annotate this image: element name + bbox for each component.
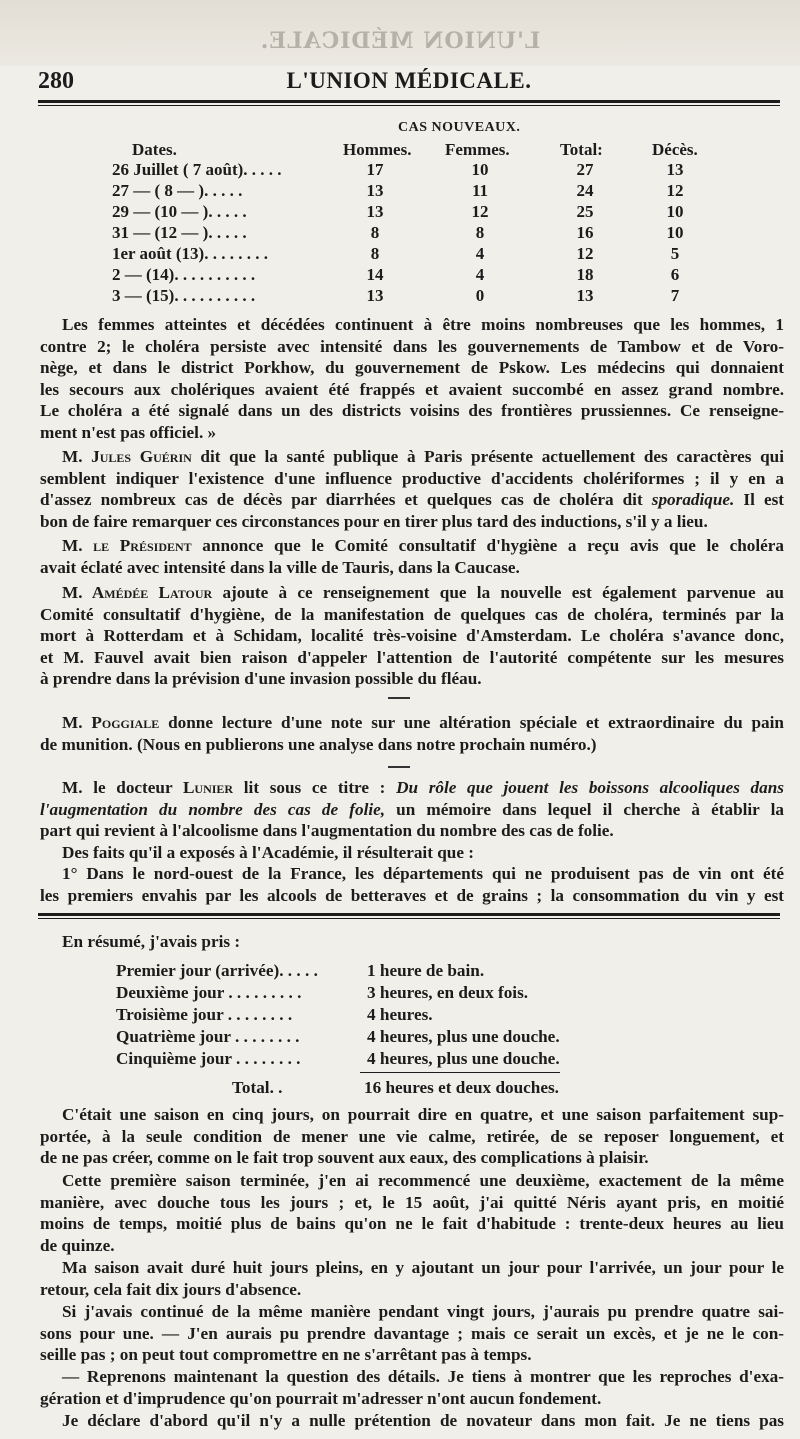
column-separator-rule bbox=[38, 913, 780, 916]
text-line: M. Poggiale donne lecture d'une note sur une altération spéciale et extraordinaire du pain bbox=[62, 713, 784, 732]
resume-value: 4 heures, plus une douche. bbox=[367, 1027, 560, 1046]
text-line: contre 2; le choléra persiste avec intensité dans les gouvernements de Tambow et de Voro- bbox=[40, 336, 784, 356]
row-total: 12 bbox=[576, 244, 594, 263]
resume-intro: En résumé, j'avais pris : bbox=[62, 932, 241, 951]
text-line: d'assez nombreux cas de décès par diarrhées et quelques cas de choléra dit sporadique. Il est bbox=[40, 490, 784, 510]
text-line: gération et d'imprudence qu'on pourrait m'adresser n'ont aucun fondement. bbox=[40, 1388, 602, 1408]
header-rule bbox=[38, 100, 780, 103]
row-femmes: 10 bbox=[471, 160, 489, 179]
column-header-deces: Décès. bbox=[652, 140, 698, 159]
paragraph-details bbox=[40, 1366, 784, 1409]
text-line: Ma saison avait duré huit jours pleins, en y ajoutant un jour pour l'arrivée, un jour pour le bbox=[62, 1258, 784, 1277]
paragraph-lunier bbox=[40, 777, 784, 907]
text-line: M. le Président annonce que le Comité consultatif d'hygiène a reçu avis que le choléra bbox=[62, 536, 784, 555]
row-femmes: 12 bbox=[471, 202, 489, 221]
row-date: 27 — ( 8 — ). . . . . bbox=[112, 181, 243, 200]
row-hommes: 8 bbox=[370, 223, 380, 242]
column-header-total: Total: bbox=[560, 140, 603, 159]
text-line: M. Jules Guérin dit que la santé publique à Paris présente actuellement des caractères qui bbox=[62, 447, 784, 466]
row-date: 29 — (10 — ). . . . . bbox=[112, 202, 247, 221]
text-line: manière, avec douche tous les jours ; et, le 15 août, j'ai quitté Néris ayant pris, en moitié bbox=[40, 1192, 784, 1212]
paragraph-continuation bbox=[40, 1301, 784, 1366]
resume-value: 1 heure de bain. bbox=[367, 961, 485, 980]
paragraph-deuxieme-saison bbox=[40, 1170, 784, 1256]
row-date: 1er août (13). . . . . . . . bbox=[112, 244, 268, 263]
text-line: avait éclaté avec intensité dans la ville de Tauris, dans la Caucase. bbox=[40, 557, 520, 577]
text-line: Cette première saison terminée, j'en ai recommencé une deuxième, exactement de la même bbox=[62, 1171, 784, 1190]
text-line: part qui revient à l'alcoolisme dans l'augmentation du nombre des cas de folie. bbox=[40, 821, 614, 841]
row-hommes: 8 bbox=[370, 244, 380, 263]
paragraph-duree bbox=[40, 1257, 784, 1300]
row-total: 16 bbox=[576, 223, 594, 242]
row-femmes: 4 bbox=[475, 244, 485, 263]
text-line: portée, à la seule condition de mener une vie calme, retirée, de se reposer longuement, et bbox=[40, 1126, 784, 1146]
cases-table bbox=[0, 118, 800, 308]
text-line: nège, et dans le district Porkhow, du gouvernement de Pskow. Les médecins qui donnaient bbox=[40, 358, 784, 378]
memoir-title: l'augmentation du nombre des cas de folie, bbox=[40, 799, 386, 819]
text-line: l'augmentation du nombre des cas de folie, un mémoire dans lequel il cherche à établir la bbox=[40, 799, 784, 819]
row-deces: 10 bbox=[666, 202, 684, 221]
row-date: 3 — (15). . . . . . . . . . bbox=[112, 286, 256, 305]
row-deces: 12 bbox=[666, 181, 684, 200]
bleed-through-text: L'UNION MÉDICALE. bbox=[259, 28, 541, 54]
text-line: Si j'avais continué de la même manière pendant vingt jours, j'aurais pu prendre quatre sai- bbox=[62, 1302, 784, 1321]
row-femmes: 11 bbox=[471, 181, 489, 200]
speaker-name: M. Jules Guérin bbox=[62, 447, 192, 466]
row-date: 2 — (14). . . . . . . . . . bbox=[112, 265, 256, 284]
row-deces: 5 bbox=[670, 244, 680, 263]
section-dash bbox=[388, 697, 410, 699]
text-line: et M. Fauvel avait bien raison d'appeler l'attention de l'autorité compétente sur les mesures bbox=[40, 647, 784, 667]
total-rule bbox=[360, 1072, 560, 1073]
text-line: C'était une saison en cinq jours, on pourrait dire en quatre, et une saison parfaitement sup- bbox=[62, 1105, 784, 1124]
speaker-name: Lunier bbox=[182, 778, 234, 797]
text-line: bon de faire remarquer ces circonstances pour en tirer plus tard des inductions, s'il y a lieu. bbox=[40, 511, 708, 531]
row-date: 26 Juillet ( 7 août). . . . . bbox=[112, 160, 282, 179]
text-line: M. le docteur Lunier lit sous ce titre : Du rôle que jouent les boissons alcooliques dans bbox=[62, 778, 784, 797]
total-label: Total. . bbox=[232, 1078, 283, 1097]
text-line: mort à Rotterdam et à Schidam, localité très-voisine d'Amsterdam. Le choléra s'avance donc, bbox=[40, 626, 784, 646]
total-value: 16 heures et deux douches. bbox=[364, 1078, 559, 1097]
table-caption: CAS NOUVEAUX. bbox=[398, 120, 521, 135]
row-hommes: 13 bbox=[366, 286, 384, 305]
column-header-hommes: Hommes. bbox=[343, 140, 412, 159]
resume-day: Quatrième jour . . . . . . . . bbox=[116, 1027, 300, 1046]
text-line: de quinze. bbox=[40, 1235, 115, 1255]
running-head bbox=[38, 68, 780, 98]
row-hommes: 13 bbox=[366, 202, 384, 221]
resume-day: Deuxième jour . . . . . . . . . bbox=[116, 983, 302, 1002]
paragraph-guerin bbox=[40, 446, 784, 532]
text-line: les premiers envahis par les alcools de betteraves et de grains ; la consommation du vin y est bbox=[40, 885, 784, 905]
text-line: sons pour une. — J'en aurais pu prendre davantage ; mais ce serait un excès, et je ne le con- bbox=[40, 1323, 784, 1343]
text-line: Les femmes atteintes et décédées continuent à être moins nombreuses que les hommes, 1 bbox=[62, 315, 784, 334]
header-rule-thin bbox=[38, 105, 780, 106]
section-dash bbox=[388, 766, 410, 768]
resume-value: 4 heures. bbox=[367, 1005, 433, 1024]
row-femmes: 8 bbox=[475, 223, 485, 242]
text-line: semblent indiquer l'existence d'une influence productive d'accidents cholériformes ; il y en a bbox=[40, 468, 784, 488]
text-line: moins de temps, moitié plus de bains qu'on ne le fait d'habitude : trente-deux heures au lieu bbox=[40, 1214, 784, 1234]
row-femmes: 0 bbox=[475, 286, 485, 305]
text-line: ment n'est pas officiel. » bbox=[40, 422, 217, 442]
row-deces: 13 bbox=[666, 160, 684, 179]
text-line: 1° Dans le nord-ouest de la France, les départements qui ne produisent pas de vin ont été bbox=[62, 864, 784, 884]
speaker-name: M. Amédée Latour bbox=[62, 583, 213, 602]
text-line: Je déclare d'abord qu'il n'y a nulle prétention de novateur dans mon fait. Je ne tiens pas bbox=[62, 1411, 784, 1430]
column-header-femmes: Femmes. bbox=[445, 140, 510, 159]
text-line: Comité consultatif d'hygiène, de la manifestation de quelques cas de choléra, terminés par la bbox=[40, 604, 784, 624]
speaker-name: M. Poggiale bbox=[62, 713, 160, 732]
text-line: de ne pas créer, comme on le fait trop souvent aux eaux, des complications à plaisir. bbox=[40, 1148, 649, 1168]
resume-value: 3 heures, en deux fois. bbox=[367, 983, 529, 1002]
speaker-name: M. le Président bbox=[62, 536, 192, 555]
text-line: — Reprenons maintenant la question des détails. Je tiens à montrer que les reproches d'exa- bbox=[62, 1367, 784, 1386]
bleed-through-area bbox=[0, 0, 800, 66]
row-hommes: 17 bbox=[366, 160, 384, 179]
text-line: à prendre dans la prévision d'une invasion possible du fléau. bbox=[40, 669, 482, 689]
row-hommes: 13 bbox=[366, 181, 384, 200]
row-date: 31 — (12 — ). . . . . bbox=[112, 223, 247, 242]
row-deces: 6 bbox=[670, 265, 680, 284]
text-line: retour, cela fait dix jours d'absence. bbox=[40, 1279, 302, 1299]
paragraph-saison bbox=[40, 1104, 784, 1169]
row-total: 13 bbox=[576, 286, 594, 305]
column-separator-rule-thin bbox=[38, 918, 780, 919]
resume-value: 4 heures, plus une douche. bbox=[367, 1049, 560, 1068]
text-line: les secours aux cholériques avaient été frappés et avaient succombé en assez grand nombre. bbox=[40, 379, 784, 399]
row-total: 24 bbox=[576, 181, 594, 200]
paragraph-cholera-women bbox=[40, 314, 784, 444]
resume-day: Cinquième jour . . . . . . . . bbox=[116, 1049, 301, 1068]
text-line: Des faits qu'il a exposés à l'Académie, il résulterait que : bbox=[62, 842, 474, 862]
text-line: M. Amédée Latour ajoute à ce renseignement que la nouvelle est également parvenue au bbox=[62, 583, 784, 602]
journal-title: L'UNION MÉDICALE. bbox=[286, 68, 532, 93]
page-number: 280 bbox=[38, 68, 74, 94]
text-line: de munition. (Nous en publierons une analyse dans notre prochain numéro.) bbox=[40, 734, 597, 754]
italic-term: sporadique. bbox=[651, 490, 735, 510]
column-header-dates: Dates. bbox=[132, 140, 177, 159]
paragraph-latour bbox=[40, 582, 784, 690]
row-total: 25 bbox=[576, 202, 594, 221]
paragraph-poggiale bbox=[40, 712, 784, 755]
paragraph-president bbox=[40, 535, 784, 578]
row-femmes: 4 bbox=[475, 265, 485, 284]
row-total: 27 bbox=[576, 160, 594, 179]
text-line: seille pas ; on peut tout compromettre en ne s'arrêtant pas à temps. bbox=[40, 1345, 532, 1365]
row-deces: 10 bbox=[666, 223, 684, 242]
resume-day: Premier jour (arrivée). . . . . bbox=[116, 961, 318, 980]
memoir-title: Du rôle que jouent les boissons alcooliques dans bbox=[396, 778, 784, 797]
text-line: Le choléra a été signalé dans un des districts voisins des frontières prussiennes. Ce renseigne- bbox=[40, 401, 784, 421]
row-hommes: 14 bbox=[366, 265, 384, 284]
row-total: 18 bbox=[576, 265, 594, 284]
resume-day: Troisième jour . . . . . . . . bbox=[116, 1005, 293, 1024]
row-deces: 7 bbox=[670, 286, 680, 305]
paragraph-declaration bbox=[40, 1410, 784, 1432]
